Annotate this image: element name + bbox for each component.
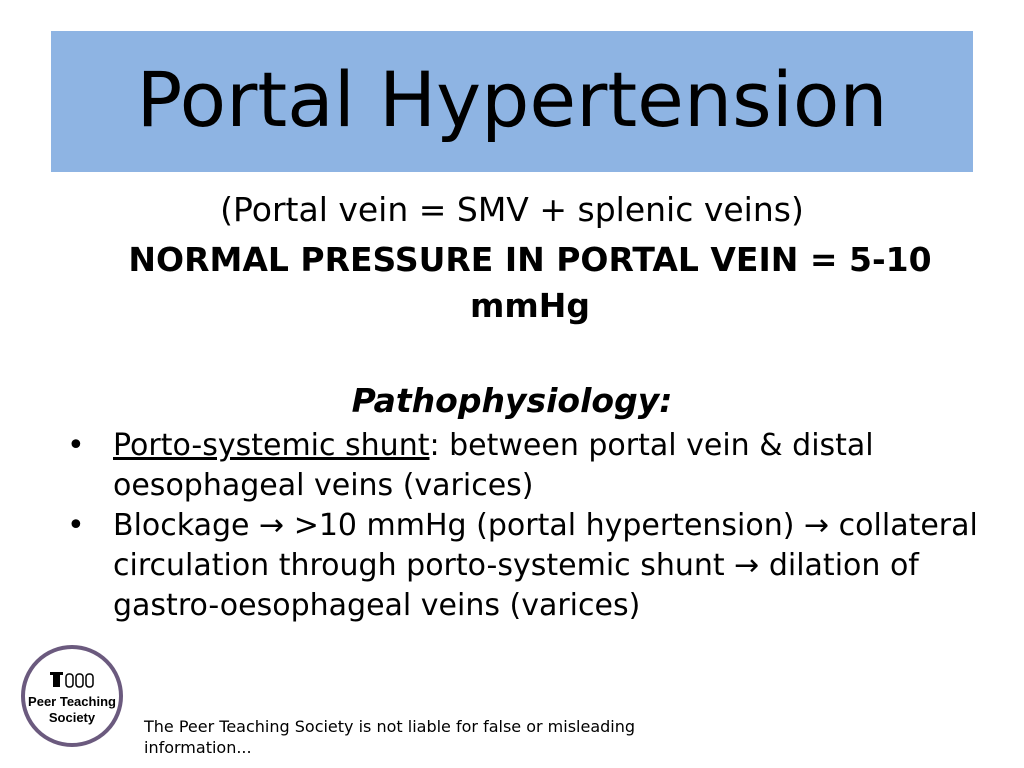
title-banner — [51, 31, 973, 172]
slide-title: Portal Hypertension — [136, 55, 888, 144]
bullet-glyph: • — [67, 508, 85, 543]
bullet-text: Blockage → >10 mmHg (portal hypertension) → collateral circulation through porto-systemic shunt → dilation of gastro-oesophageal veins (varices) — [113, 508, 978, 623]
peer-teaching-society-logo — [20, 644, 124, 748]
logo-text-line1: Peer Teaching — [28, 694, 116, 709]
term-porto-systemic-shunt: Porto-systemic shunt — [113, 428, 430, 463]
logo-text-line2: Society — [48, 710, 96, 725]
bullet-porto-systemic-shunt — [65, 426, 985, 506]
pathophysiology-heading: Pathophysiology: — [351, 381, 673, 420]
normal-pressure-statement: NORMAL PRESSURE IN PORTAL VEIN = 5-10 mmHg — [128, 240, 932, 325]
bullet-text: : between portal vein & distal oesophageal veins (varices) — [113, 428, 874, 503]
disclaimer-text: The Peer Teaching Society is not liable for false or misleading information... — [144, 717, 636, 757]
portal-vein-definition: (Portal vein = SMV + splenic veins) — [220, 190, 804, 229]
bullet-glyph: • — [67, 428, 85, 463]
pathophysiology-list — [65, 426, 985, 626]
bullet-blockage — [65, 506, 985, 626]
